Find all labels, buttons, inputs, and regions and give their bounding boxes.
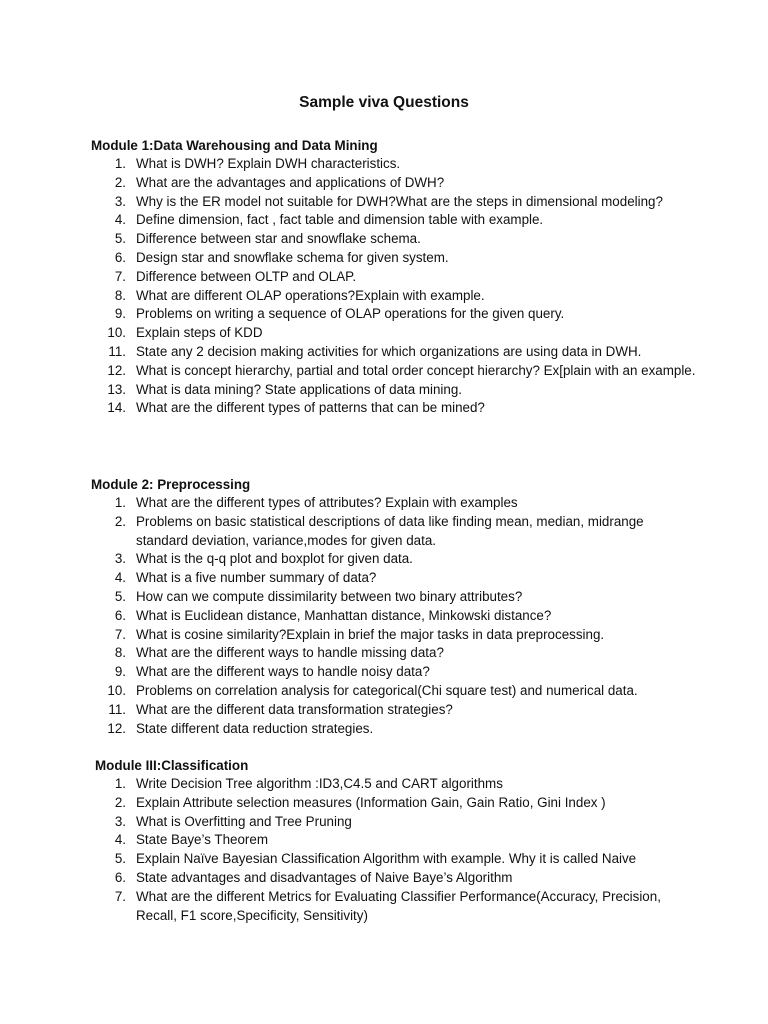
question-list <box>0 775 768 925</box>
question-text: Explain Attribute selection measures (Information Gain, Gain Ratio, Gini Index ) <box>136 794 606 810</box>
question-text: Problems on basic statistical descriptions of data like finding mean, median, midrange standard deviation, variance,modes for given data. <box>136 513 644 548</box>
question-number: 3. <box>114 813 126 829</box>
module-heading: Module 1:Data Warehousing and Data Mining <box>91 138 378 153</box>
question-item <box>0 569 696 588</box>
question-number: 6. <box>114 869 126 885</box>
question-number: 7. <box>114 626 126 642</box>
question-text: Problems on writing a sequence of OLAP operations for the given query. <box>136 306 565 322</box>
question-item <box>0 381 696 400</box>
question-text: Why is the ER model not suitable for DWH?What are the steps in dimensional modeling? <box>136 193 663 209</box>
question-text: What are the different types of patterns that can be mined? <box>136 400 485 416</box>
module-1-section <box>0 136 768 418</box>
question-number: 11. <box>108 701 126 717</box>
question-number: 5. <box>114 231 126 247</box>
question-text: What are the different ways to handle missing data? <box>136 645 444 661</box>
question-number: 6. <box>114 249 126 265</box>
question-item <box>0 550 696 569</box>
question-item <box>0 607 696 626</box>
module-3-section <box>0 756 768 925</box>
question-item <box>0 193 696 212</box>
question-item <box>0 324 696 343</box>
question-text: State different data reduction strategies. <box>136 720 374 736</box>
question-item <box>0 888 696 926</box>
page-title: Sample viva Questions <box>299 94 469 111</box>
module-heading: Module III:Classification <box>95 758 249 773</box>
question-text: What are different OLAP operations?Explain with example. <box>136 287 485 303</box>
question-number: 13. <box>107 381 126 397</box>
question-text: Explain steps of KDD <box>136 325 263 341</box>
question-item <box>0 287 696 306</box>
question-item <box>0 305 696 324</box>
question-number: 8. <box>114 645 126 661</box>
question-text: What is a five number summary of data? <box>136 570 377 586</box>
question-item <box>0 155 696 174</box>
question-number: 3. <box>114 193 126 209</box>
question-text: What are the different data transformation strategies? <box>136 701 453 717</box>
question-item <box>0 588 696 607</box>
question-item <box>0 249 696 268</box>
question-item <box>0 174 696 193</box>
question-text: Difference between star and snowflake schema. <box>136 231 421 247</box>
question-item <box>0 682 696 701</box>
question-item <box>0 644 696 663</box>
module-2-section <box>0 475 768 738</box>
question-item <box>0 850 696 869</box>
question-number: 4. <box>114 832 126 848</box>
question-text: What are the different ways to handle noisy data? <box>136 664 430 680</box>
question-item <box>0 701 696 720</box>
question-text: What is the q-q plot and boxplot for given data. <box>136 551 413 567</box>
question-text: What is data mining? State applications of data mining. <box>136 381 463 397</box>
question-number: 9. <box>114 306 126 322</box>
question-text: What is Euclidean distance, Manhattan distance, Minkowski distance? <box>136 607 552 623</box>
question-text: What are the different Metrics for Evaluating Classifier Performance(Accuracy, Precision, Recall, F1 score,Specificity, Sensitivity) <box>136 888 661 923</box>
question-number: 10. <box>107 325 126 341</box>
module-heading: Module 2: Preprocessing <box>91 477 251 492</box>
question-text: Write Decision Tree algorithm :ID3,C4.5 and CART algorithms <box>136 776 503 791</box>
question-number: 2. <box>114 513 126 529</box>
question-number: 9. <box>114 664 126 680</box>
question-number: 2. <box>114 174 126 190</box>
question-number: 2. <box>114 794 126 810</box>
question-number: 1. <box>114 495 126 510</box>
question-number: 4. <box>114 212 126 228</box>
question-number: 8. <box>114 287 126 303</box>
question-text: State any 2 decision making activities for which organizations are using data in DWH. <box>136 343 642 359</box>
question-number: 7. <box>114 888 126 904</box>
question-item <box>0 343 696 362</box>
question-number: 11. <box>108 343 126 359</box>
question-item <box>0 720 696 739</box>
question-item <box>0 626 696 645</box>
question-number: 4. <box>114 570 126 586</box>
question-text: State Baye’s Theorem <box>136 832 268 848</box>
question-number: 6. <box>114 607 126 623</box>
question-item <box>0 230 696 249</box>
question-number: 3. <box>114 551 126 567</box>
question-number: 5. <box>114 851 126 867</box>
question-number: 1. <box>114 156 126 171</box>
question-number: 12. <box>107 362 126 378</box>
question-text: Difference between OLTP and OLAP. <box>136 268 357 284</box>
question-text: How can we compute dissimilarity between two binary attributes? <box>136 588 523 604</box>
question-number: 14. <box>107 400 126 416</box>
question-item <box>0 813 696 832</box>
question-item <box>0 663 696 682</box>
question-item <box>0 362 696 381</box>
question-item <box>0 869 696 888</box>
question-text: What is concept hierarchy, partial and total order concept hierarchy? Ex[plain with an example. <box>136 362 696 378</box>
question-text: What is Overfitting and Tree Pruning <box>136 813 352 829</box>
question-item <box>0 494 696 513</box>
question-number: 12. <box>107 720 126 736</box>
question-text: Explain Naïve Bayesian Classification Algorithm with example. Why it is called Naive <box>136 851 637 867</box>
question-number: 1. <box>114 776 126 791</box>
question-item <box>0 831 696 850</box>
question-item <box>0 399 696 418</box>
question-text: What is DWH? Explain DWH characteristics. <box>136 156 401 171</box>
question-number: 10. <box>107 682 126 698</box>
question-text: What are the advantages and applications of DWH? <box>136 174 445 190</box>
question-item <box>0 794 696 813</box>
question-text: Define dimension, fact , fact table and dimension table with example. <box>136 212 544 228</box>
question-number: 7. <box>114 268 126 284</box>
question-item <box>0 775 696 794</box>
question-list <box>0 155 768 418</box>
question-item <box>0 268 696 287</box>
question-text: What is cosine similarity?Explain in brief the major tasks in data preprocessing. <box>136 626 605 642</box>
question-text: What are the different types of attributes? Explain with examples <box>136 495 518 510</box>
question-text: State advantages and disadvantages of Naive Baye’s Algorithm <box>136 869 513 885</box>
question-item <box>0 513 696 551</box>
question-text: Problems on correlation analysis for categorical(Chi square test) and numerical data. <box>136 682 638 698</box>
question-item <box>0 211 696 230</box>
question-list <box>0 494 768 738</box>
question-text: Design star and snowflake schema for given system. <box>136 249 449 265</box>
question-number: 5. <box>114 588 126 604</box>
